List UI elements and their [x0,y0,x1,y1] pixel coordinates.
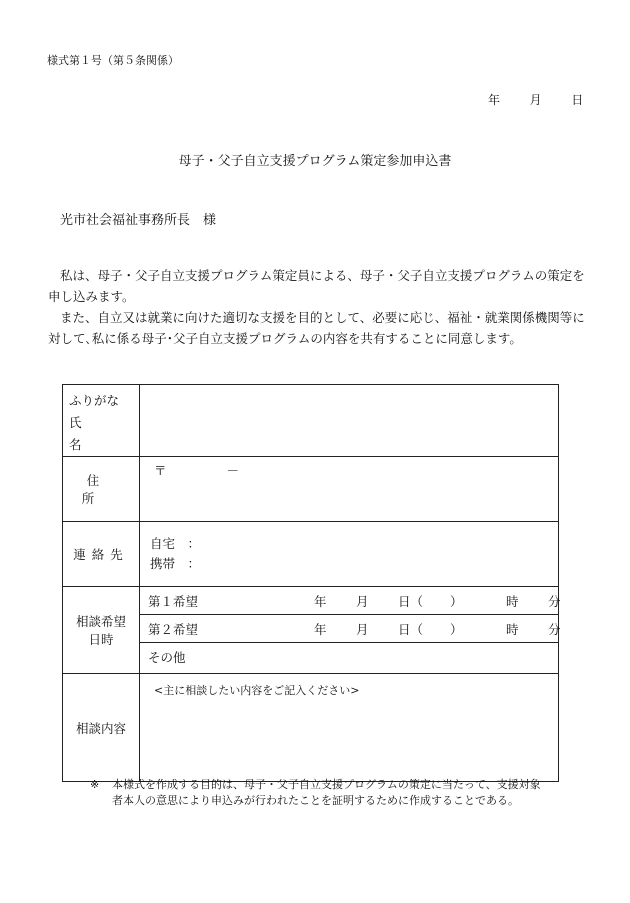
preference-1-close: ） [450,594,463,609]
furigana-label: ふりがな [69,393,120,408]
contact-row [63,522,559,587]
preference-2-minute: 分 [548,622,561,637]
date-day: 日 [571,93,584,107]
footnote [90,777,550,809]
preference-1-day: 日（ [398,594,424,609]
preference-1-field[interactable] [140,587,559,615]
preference-1-label: 第１希望 [148,594,199,609]
address-label-cell [63,457,140,522]
other-preference-label: その他 [148,650,186,665]
preference-2-month: 月 [356,622,369,637]
application-form-table [62,384,559,782]
preference-2-close: ） [450,622,463,637]
date-year: 年 [488,93,501,107]
address-label: 住所 [81,473,126,506]
body-text [48,265,586,349]
date-month: 月 [529,93,542,107]
preference-2-field[interactable] [140,615,559,643]
address-row [63,457,559,522]
preference-1-year: 年 [314,594,327,609]
form-number: 様式第１号（第５条関係） [47,54,179,67]
name-label: 氏名 [69,415,108,452]
body-paragraph-2: また、自立又は就業に向けた適切な支援を目的として、必要に応じ、福祉・就業関係機関等に対して､私に係る母子･父子自立支援プログラムの内容を共有することに同意します。 [48,310,585,346]
consult-content-row [63,674,559,782]
consult-content-label: 相談内容 [75,720,126,736]
footnote-text: 本様式を作成する目的は、母子・父子自立支援プログラムの策定に当たって、支援対象者本人の意思により申込みが行われたことを証明するために作成することである。 [112,778,541,807]
preference-1-minute: 分 [548,594,561,609]
consult-label-line1: 相談希望 [75,614,126,629]
preference-1-month: 月 [356,594,369,609]
preference-2-label: 第２希望 [148,622,199,637]
document-title: 母子・父子自立支援プログラム策定参加申込書 [178,154,452,169]
preference-1-hour: 時 [506,594,519,609]
preference-1-row [63,587,559,615]
contact-label: 連絡先 [73,547,129,562]
preference-2-day: 日（ [398,622,424,637]
home-phone-label: 自宅 ： [150,536,201,551]
name-label-cell [63,385,140,457]
consult-content-hint: <主に相談したい内容をご記入ください> [154,684,360,697]
consult-content-label-cell [63,674,140,782]
address-field[interactable] [140,457,559,522]
contact-field[interactable] [140,522,559,587]
body-paragraph-1: 私は、母子・父子自立支援プログラム策定員による、母子・父子自立支援プログラムの策定を申し込みます。 [48,268,585,304]
postal-mark: 〒 [154,463,167,478]
contact-label-cell [63,522,140,587]
preference-2-year: 年 [314,622,327,637]
preference-2-hour: 時 [506,622,519,637]
name-field[interactable] [140,385,559,457]
postal-dash: － [226,463,239,478]
mobile-phone-label: 携帯 ： [150,556,201,571]
addressee: 光市社会福祉事務所長 様 [60,213,217,228]
consult-datetime-label-cell [63,587,140,674]
footnote-mark: ※ [90,778,100,791]
date-line [488,91,583,108]
consult-label-line2: 日時 [88,632,114,647]
other-preference-field[interactable] [140,643,559,674]
name-row [63,385,559,457]
consult-content-field[interactable] [140,674,559,782]
